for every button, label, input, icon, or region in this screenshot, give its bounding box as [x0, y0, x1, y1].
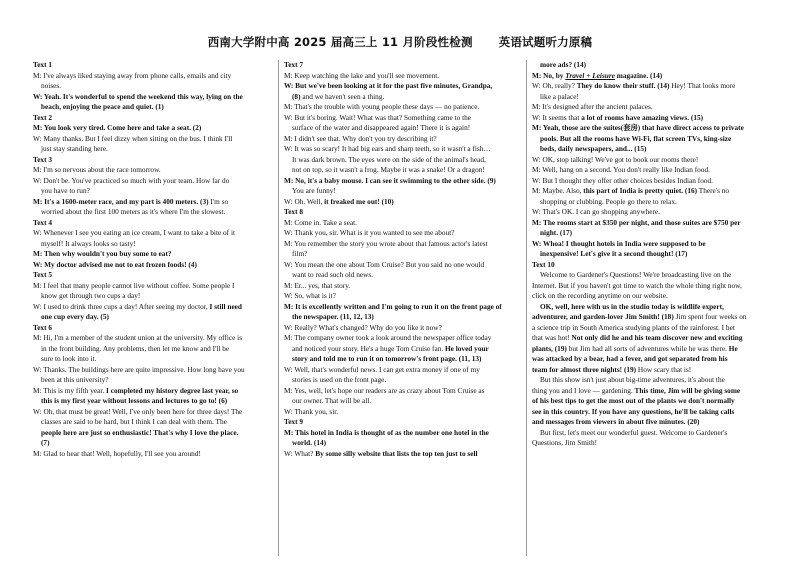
- dialogue-text: M: This is my fifth year.: [33, 385, 107, 395]
- transcript-line: [284, 375, 521, 386]
- section-heading: [33, 218, 271, 229]
- transcript-line: [33, 81, 271, 92]
- dialogue-text: M: Keep watching the lake and you'll see movement.: [284, 70, 440, 80]
- dialogue-text: But this show isn't just about big-time adventures, it's about the: [540, 375, 725, 384]
- answer-text: was attacked by a bear, had a fever, and got separated from his: [532, 354, 728, 363]
- transcript-line: [33, 197, 271, 208]
- transcript-line: [33, 228, 271, 239]
- column-left: [33, 60, 271, 459]
- section-heading-text: Text 5: [33, 270, 52, 279]
- transcript-line: [532, 323, 777, 334]
- dialogue-text: worried about the first 100 meters as it's where I'm the slowest.: [41, 207, 226, 216]
- transcript-line: [284, 438, 521, 449]
- transcript-line: [284, 291, 521, 302]
- transcript-line: [532, 249, 777, 260]
- answer-text: adventurer, and garden-lover Jim Smith! (18): [532, 312, 674, 321]
- transcript-line: [284, 386, 521, 397]
- answer-text: of his best tips to get the most out of the plants we don't normally: [532, 396, 735, 405]
- dialogue-text: W: Oh. Well,: [284, 196, 325, 206]
- dialogue-text: W: OK, stop talking! We've got to book our rooms there!: [532, 154, 699, 164]
- answer-text: world. (14): [292, 438, 327, 447]
- dialogue-text: not on top, so it wasn't a frog. Maybe it was a snake! Or a dragon!: [292, 165, 485, 174]
- dialogue-text: M: That's the trouble with young people these days — no patience.: [284, 102, 480, 111]
- transcript-line: [284, 249, 521, 260]
- transcript-line: [532, 186, 777, 197]
- dialogue-text: M: Er... yes, that story.: [284, 280, 351, 290]
- answer-text: it freaked me out! (10): [324, 196, 394, 206]
- transcript-line: [532, 165, 777, 176]
- transcript-line: [33, 291, 271, 302]
- title-sub: 英语试题听力原稿: [498, 35, 593, 49]
- transcript-line: [33, 123, 271, 134]
- dialogue-text: M: Hi, I'm a member of the student union at the university. My office is: [33, 333, 243, 342]
- transcript-line: [284, 239, 521, 250]
- transcript-line: [284, 218, 521, 229]
- dialogue-text: sure to look into it.: [41, 354, 97, 363]
- dialogue-text: W: What?: [284, 448, 316, 458]
- answer-text: I completed my history degree last year, so: [106, 385, 239, 395]
- transcript-line: [33, 365, 271, 376]
- answer-text: (8): [292, 91, 301, 101]
- answer-text: pools. But all the rooms have Wi-Fi, flat screen TVs, king-size: [540, 133, 732, 143]
- transcript-line: [33, 312, 271, 323]
- dialogue-text: know get through two cups a day!: [41, 291, 141, 300]
- answer-text: M: You look very tired. Come here and take a seat. (2): [33, 123, 202, 132]
- dialogue-text: Hey! That looks more: [669, 81, 736, 90]
- section-heading: [284, 207, 521, 218]
- transcript-line: [284, 134, 521, 145]
- transcript-line: [33, 186, 271, 197]
- section-heading: [532, 260, 777, 271]
- answer-text: night. (17): [540, 228, 573, 237]
- dialogue-text: a science trip in South America studying plants of the rainforest. I bet: [532, 322, 735, 332]
- title-main: 西南大学附中高 2025 届高三上 11 月阶段性检测: [207, 35, 473, 49]
- transcript-line: [284, 333, 521, 344]
- transcript-line: [33, 396, 271, 407]
- dialogue-text: W: Many thanks. But I feel dizzy when sitting on the bus. I think I'll: [33, 133, 233, 143]
- transcript-line: [532, 386, 777, 397]
- transcript-line: [33, 354, 271, 365]
- transcript-line: [33, 407, 271, 418]
- dialogue-text: that was hot!: [532, 333, 572, 342]
- answer-text: one cup every day. (5): [41, 312, 109, 321]
- transcript-line: [33, 260, 271, 271]
- answer-text: M: No, it's a baby mouse. I can see it swimming to the other side. (9): [284, 175, 496, 185]
- transcript-line: [532, 281, 777, 292]
- transcript-line: [284, 344, 521, 355]
- transcript-line: [532, 333, 777, 344]
- dialogue-text: W: Oh, really?: [532, 81, 577, 90]
- transcript-line: [532, 197, 777, 208]
- section-heading-text: Text 1: [33, 60, 52, 69]
- dialogue-text: W: But I thought they offer other choices besides Indian food.: [532, 175, 713, 185]
- transcript-line: [532, 239, 777, 250]
- transcript-line: [532, 176, 777, 187]
- section-heading: [33, 113, 271, 124]
- column-divider: [278, 60, 279, 556]
- dialogue-text: Jim spent four weeks on: [673, 312, 747, 321]
- transcript-line: [532, 375, 777, 386]
- answer-text: the newspaper. (11, 12, 13): [292, 312, 374, 321]
- section-heading: [284, 60, 521, 71]
- answer-text: inexpensive! Let's give it a second thought! (17): [540, 249, 688, 258]
- dialogue-text: Welcome to Gardener's Questions! We're broadcasting live on the: [540, 270, 732, 279]
- transcript-line: [284, 281, 521, 292]
- transcript-line: [532, 102, 777, 113]
- section-heading-text: Text 9: [284, 417, 303, 426]
- column-divider: [526, 60, 527, 556]
- answer-text: W: Yeah. It's wonderful to spend the weekend this way, lying on the: [33, 91, 243, 101]
- answer-text: see in this country. If you have any questions, he'll be taking calls: [532, 406, 735, 416]
- transcript-line: [33, 92, 271, 103]
- transcript-line: [532, 270, 777, 281]
- answer-text: He loved your: [445, 343, 489, 353]
- dialogue-text: W: Really? What's changed? Why do you like it now?: [284, 322, 442, 332]
- transcript-line: [284, 113, 521, 124]
- answer-text: beach, enjoying the peace and quiet. (1): [41, 102, 164, 111]
- dialogue-text: W: Thanks. The buildings here are quite impressive. How long have you: [33, 364, 245, 374]
- dialogue-text: But first, let's meet our wonderful guest. Welcome to Gardener's: [540, 427, 728, 437]
- transcript-line: [33, 144, 271, 155]
- dialogue-text: W: Thank you, sir. What is it you wanted to see me about?: [284, 228, 455, 237]
- dialogue-text: and we haven't seen a thing.: [300, 91, 385, 101]
- answer-text: (7): [41, 438, 50, 447]
- transcript-line: [532, 123, 777, 134]
- magazine-title: Travel + Leisure: [565, 70, 615, 80]
- answer-text: He: [728, 343, 738, 353]
- dialogue-text: W: I used to drink three cups a day! After seeing my doctor,: [33, 301, 210, 311]
- answer-text: this part of India is pretty quiet. (16): [583, 186, 698, 195]
- transcript-line: [532, 71, 777, 82]
- transcript-line: [284, 270, 521, 281]
- section-heading-text: Text 2: [33, 112, 52, 122]
- transcript-line: [284, 155, 521, 166]
- answer-text: They do know their stuff. (14): [576, 81, 670, 90]
- dialogue-text: There's no: [697, 186, 730, 195]
- transcript-line: [284, 407, 521, 418]
- transcript-line: [33, 176, 271, 187]
- answer-text: This time, Jim will be giving some: [634, 385, 741, 395]
- dialogue-text: W: Thank you, sir.: [284, 406, 339, 416]
- dialogue-text: W: But it's boring. Wait! What was that? Something came to the: [284, 112, 472, 122]
- dialogue-text: myself! It always looks so tasty!: [41, 238, 136, 248]
- transcript-line: [284, 354, 521, 365]
- dialogue-text: W: Don't be. You've practiced so much with your team. How far do: [33, 175, 230, 185]
- transcript-line: [532, 291, 777, 302]
- dialogue-text: W: Oh, that must be great! Well, I've only been here for three days! The: [33, 406, 243, 416]
- answer-text: By some silly website that lists the top ten just to sell: [315, 448, 478, 458]
- dialogue-text: our owner. That will be all.: [292, 396, 372, 405]
- answer-text: plants, (19): [532, 343, 567, 353]
- dialogue-text: M: Maybe. Also,: [532, 186, 584, 195]
- transcript-line: [532, 312, 777, 323]
- section-heading-text: Text 10: [532, 259, 555, 269]
- answer-text: W: My doctor advised me not to eat frozen foods! (4): [33, 259, 197, 269]
- transcript-line: [532, 134, 777, 145]
- answer-text: I still need: [209, 301, 242, 311]
- transcript-line: [284, 176, 521, 187]
- dialogue-text: Questions, Jim Smith!: [532, 438, 598, 447]
- section-heading-text: Text 7: [284, 60, 303, 69]
- dialogue-text: M: Come in. Take a seat.: [284, 217, 357, 227]
- column-middle: [284, 60, 521, 459]
- transcript-line: [284, 323, 521, 334]
- dialogue-text: click on the recording anytime on our website.: [532, 291, 668, 300]
- transcript-line: [532, 354, 777, 365]
- transcript-line: [532, 155, 777, 166]
- transcript-line: [284, 197, 521, 208]
- dialogue-text: M: I feel that many people cannot live without coffee. Some people I: [33, 280, 235, 290]
- transcript-line: [284, 71, 521, 82]
- section-heading-text: Text 6: [33, 322, 52, 332]
- transcript-line: [284, 312, 521, 323]
- transcript-line: [284, 123, 521, 134]
- transcript-line: [284, 449, 521, 460]
- dialogue-text: M: Glad to hear that! Well, hopefully, I'll see you around!: [33, 448, 201, 458]
- dialogue-text: I'm so: [208, 196, 229, 206]
- transcript-line: [284, 92, 521, 103]
- transcript-line: [284, 260, 521, 271]
- answer-text: M: It is excellently written and I'm going to run it on the front page of: [284, 301, 502, 311]
- dialogue-text: Internet. But if you haven't got time to watch the whole thing right now,: [532, 280, 742, 290]
- column-right: [532, 60, 777, 449]
- dialogue-text: shopping or clubbing. People go there to relax.: [540, 196, 677, 206]
- dialogue-text: want to read such old news.: [292, 270, 374, 279]
- transcript-line: [33, 375, 271, 386]
- dialogue-text: M: I'm so nervous about the race tomorrow.: [33, 165, 161, 174]
- transcript-line: [532, 417, 777, 428]
- document-title: [0, 34, 800, 50]
- dialogue-text: surface of the water and disappeared again! There it is again!: [292, 123, 471, 132]
- transcript-line: [284, 396, 521, 407]
- dialogue-text: M: Yes, well, let's hope our readers are as crazy about Tom Cruise as: [284, 385, 485, 395]
- transcript-line: [532, 207, 777, 218]
- dialogue-text: W: You mean the one about Tom Cruise? But you said no one would: [284, 259, 485, 269]
- transcript-line: [33, 239, 271, 250]
- answer-text: M: The rooms start at $350 per night, and those suites are $750 per: [532, 217, 741, 227]
- dialogue-text: W: That's OK. I can go shopping anywhere.: [532, 207, 660, 216]
- answer-text: M: This hotel in India is thought of as the number one hotel in the: [284, 427, 489, 437]
- answer-text: people here are just so enthusiastic! That's why I love the place.: [41, 427, 239, 437]
- transcript-line: [33, 249, 271, 260]
- dialogue-text: like a palace!: [540, 91, 579, 101]
- section-heading: [33, 155, 271, 166]
- answer-text: team for almost three nights! (19): [532, 364, 637, 374]
- answer-text: story and told me to run it on tomorrow's front page. (11, 13): [292, 354, 482, 363]
- dialogue-text: You are funny!: [292, 186, 336, 195]
- transcript-line: [284, 365, 521, 376]
- transcript-line: [33, 102, 271, 113]
- transcript-line: [33, 281, 271, 292]
- transcript-line: [284, 302, 521, 313]
- transcript-line: [532, 438, 777, 449]
- answer-text: more ads? (14): [540, 60, 587, 69]
- answer-text: W: But we've been looking at it for the past five minutes, Grandpa,: [284, 81, 493, 90]
- transcript-line: [33, 165, 271, 176]
- section-heading-text: Text 4: [33, 217, 52, 227]
- dialogue-text: M: I didn't see that. Why don't you try describing it?: [284, 133, 437, 143]
- transcript-line: [33, 417, 271, 428]
- dialogue-text: in the front building. Any problems, then let me know and I'll be: [41, 343, 230, 353]
- answer-text: M: Yeah, those are the suites(套房) that have direct access to private: [532, 123, 744, 132]
- transcript-line: [33, 386, 271, 397]
- transcript-line: [284, 144, 521, 155]
- dialogue-text: M: Well, hang on a second. You don't really like Indian food.: [532, 165, 710, 174]
- section-heading: [33, 323, 271, 334]
- transcript-line: [284, 165, 521, 176]
- answer-text: magazine. (14): [614, 70, 663, 80]
- answer-text: OK, well, here with us in the studio today is wildlife expert,: [540, 301, 724, 311]
- dialogue-text: just stay standing here.: [41, 144, 108, 153]
- transcript-line: [33, 134, 271, 145]
- transcript-line: [532, 344, 777, 355]
- transcript-line: [284, 186, 521, 197]
- dialogue-text: and noticed your story. He's a huge Tom Cruise fan.: [292, 343, 445, 353]
- dialogue-text: M: It's designed after the ancient palaces.: [532, 102, 653, 111]
- section-heading-text: Text 3: [33, 154, 52, 164]
- transcript-line: [33, 438, 271, 449]
- transcript-line: [33, 71, 271, 82]
- dialogue-text: M: The company owner took a look around the newspaper office today: [284, 333, 492, 342]
- dialogue-text: W: It seems that: [532, 112, 582, 122]
- dialogue-text: W: Whenever I see you eating an ice cream, I want to take a bite of it: [33, 228, 235, 237]
- dialogue-text: stories is used on the front page.: [292, 375, 387, 384]
- section-heading: [33, 60, 271, 71]
- dialogue-text: classes are said to be hard, but I think I can deal with them. The: [41, 417, 227, 426]
- transcript-line: [284, 81, 521, 92]
- transcript-line: [532, 428, 777, 439]
- dialogue-text: How scary that is!: [636, 364, 692, 374]
- transcript-line: [532, 302, 777, 313]
- transcript-line: [33, 344, 271, 355]
- dialogue-text: but Jim had all sorts of adventures while he was there.: [566, 343, 729, 353]
- transcript-line: [532, 60, 777, 71]
- transcript-line: [532, 365, 777, 376]
- transcript-line: [532, 218, 777, 229]
- dialogue-text: It was dark brown. The eyes were on the side of the animal's head,: [292, 154, 486, 164]
- transcript-line: [532, 407, 777, 418]
- section-heading: [284, 417, 521, 428]
- answer-text: M: Then why wouldn't you buy some to eat?: [33, 249, 172, 258]
- dialogue-text: noises.: [41, 81, 62, 90]
- answer-text: M: No, by: [532, 70, 566, 80]
- transcript-line: [532, 396, 777, 407]
- transcript-line: [532, 228, 777, 239]
- dialogue-text: you have to run?: [41, 186, 90, 195]
- dialogue-text: M: You remember the story you wrote about that famous actor's latest: [284, 238, 488, 248]
- section-heading-text: Text 8: [284, 207, 303, 216]
- answer-text: and messages from viewers in about five minutes. (20): [532, 417, 700, 426]
- transcript-line: [284, 228, 521, 239]
- transcript-line: [532, 144, 777, 155]
- answer-text: a lot of rooms have amazing views. (15): [581, 112, 704, 122]
- answer-text: W: Whoa! I thought hotels in India were supposed to be: [532, 238, 706, 248]
- transcript-line: [284, 428, 521, 439]
- transcript-line: [33, 207, 271, 218]
- dialogue-text: M: I've always liked staying away from phone calls, emails and city: [33, 70, 232, 80]
- dialogue-text: W: It was so scary! It had big ears and sharp teeth, so it wasn't a fish…: [284, 144, 491, 153]
- section-heading: [33, 270, 271, 281]
- answer-text: M: It's a 1600-meter race, and my part is 400 meters. (3): [33, 196, 209, 206]
- transcript-line: [532, 92, 777, 103]
- dialogue-text: film?: [292, 249, 308, 258]
- dialogue-text: thing you and I love — gardening.: [532, 385, 635, 395]
- transcript-line: [33, 449, 271, 460]
- answer-text: Not only did he and his team discover new and exciting: [571, 333, 743, 342]
- transcript-line: [284, 102, 521, 113]
- dialogue-text: W: So, what is it?: [284, 291, 336, 300]
- dialogue-text: W: Well, that's wonderful news. I can get extra money if one of my: [284, 364, 480, 374]
- transcript-line: [33, 428, 271, 439]
- answer-text: beds, daily newspapers, and... (15): [540, 144, 647, 153]
- transcript-line: [33, 333, 271, 344]
- transcript-line: [532, 81, 777, 92]
- dialogue-text: been at this university?: [41, 375, 109, 384]
- transcript-line: [33, 302, 271, 313]
- answer-text: this is my first year without lessons and lectures to go to! (6): [41, 396, 228, 405]
- transcript-line: [532, 113, 777, 124]
